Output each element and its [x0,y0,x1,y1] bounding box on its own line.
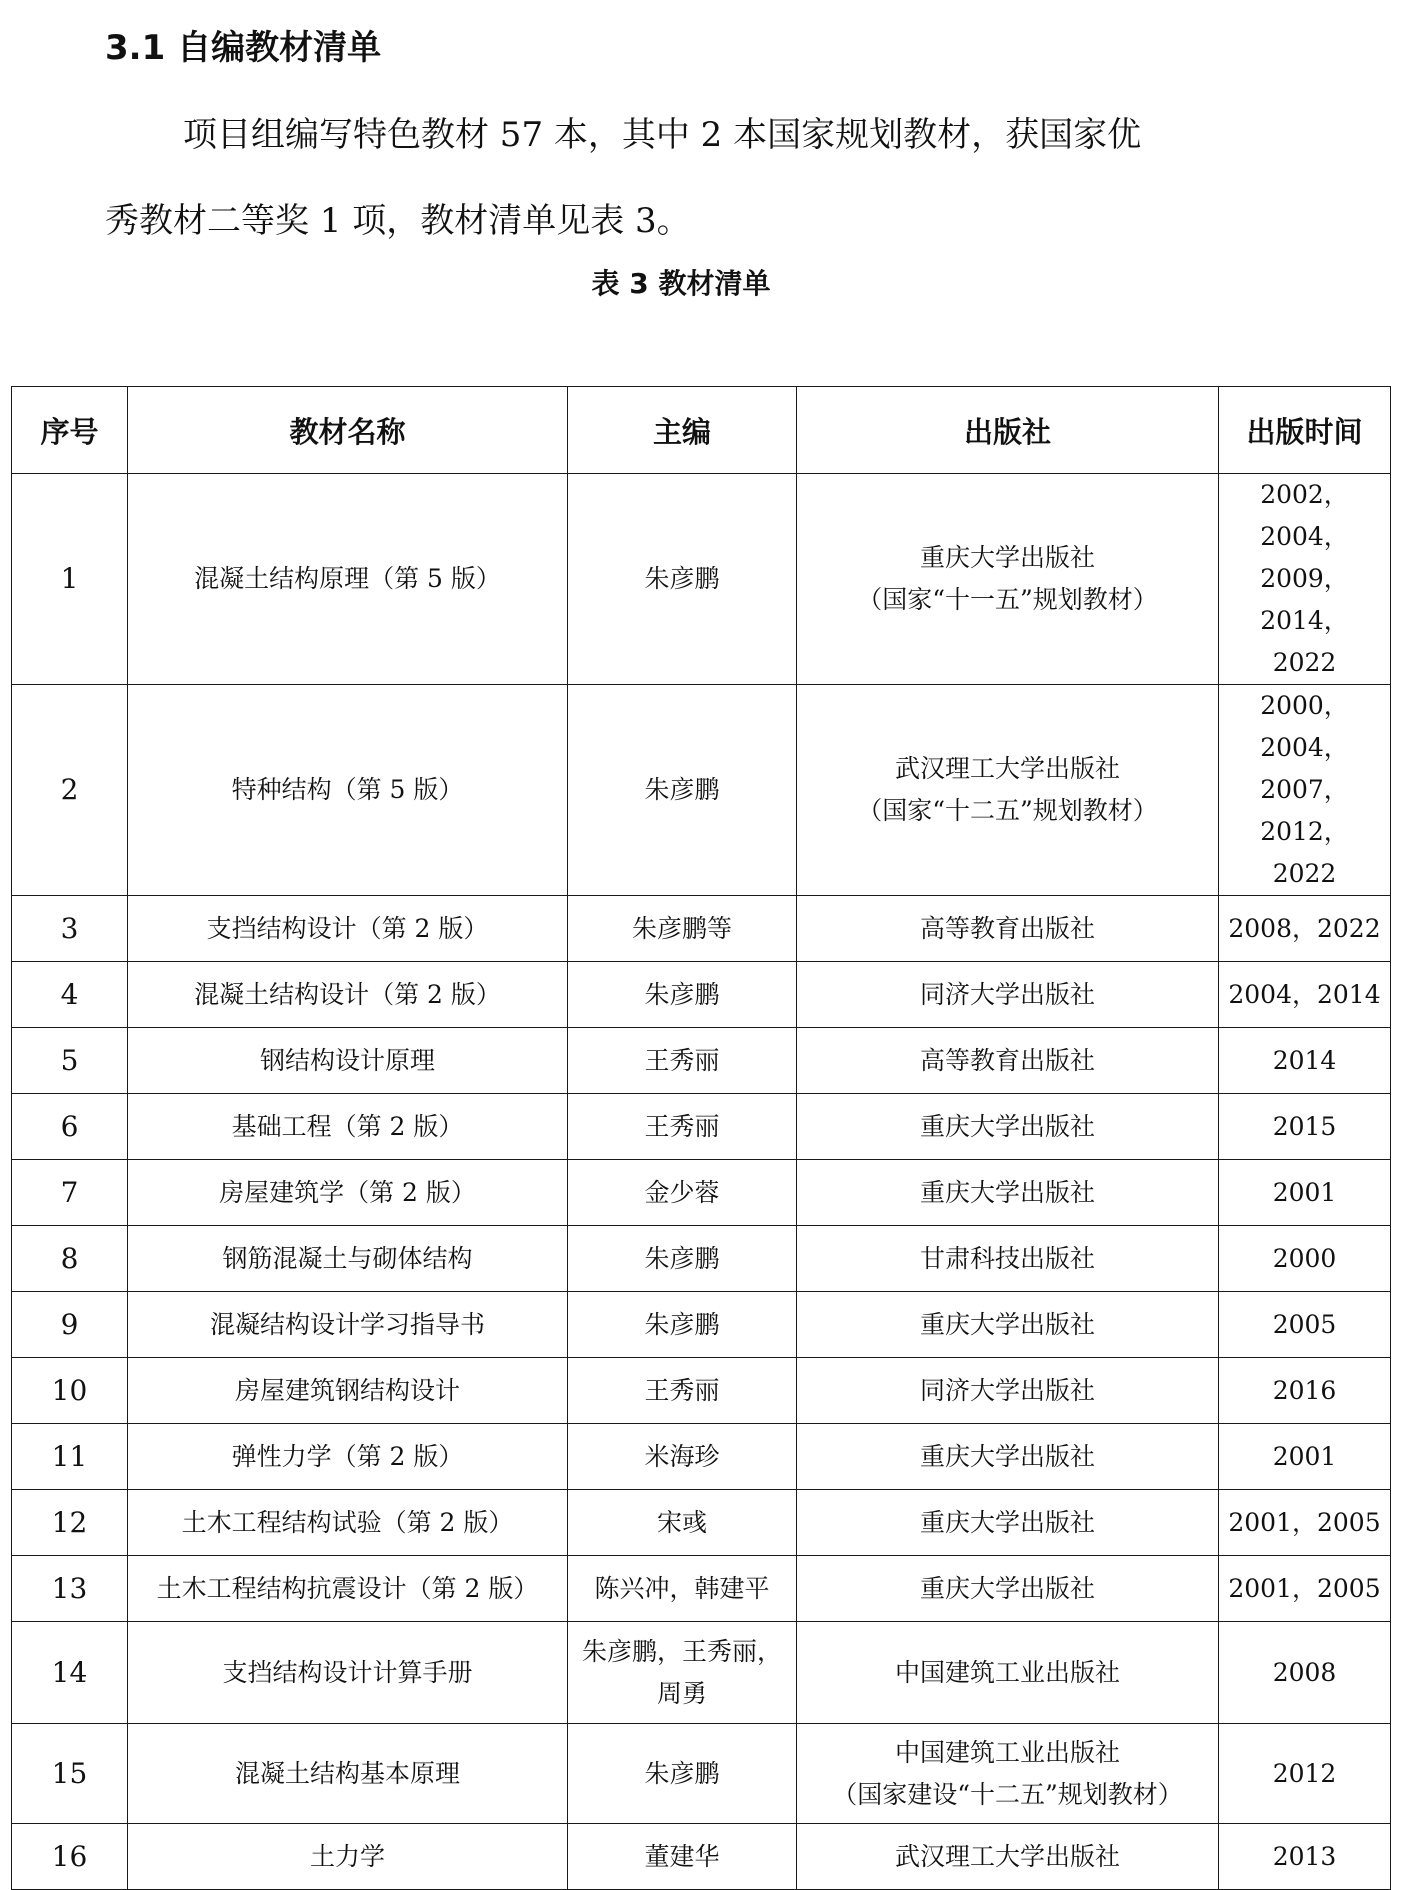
cell-serial-number: 1 [12,474,128,685]
header-publisher: 出版社 [797,387,1219,474]
cell-publication-time: 2015 [1219,1094,1391,1160]
cell-publisher: 高等教育出版社 [797,1028,1219,1094]
cell-chief-editor: 朱彦鹏 [568,1724,797,1824]
cell-serial-number: 14 [12,1622,128,1724]
cell-publisher: 重庆大学出版社 [797,1424,1219,1490]
table-row [12,685,1391,896]
cell-publication-time: 2005 [1219,1292,1391,1358]
cell-publisher: 重庆大学出版社 [797,1160,1219,1226]
cell-textbook-name: 基础工程（第 2 版） [128,1094,568,1160]
cell-publisher: 同济大学出版社 [797,962,1219,1028]
cell-textbook-name: 土力学 [128,1824,568,1890]
cell-publication-time: 2008 [1219,1622,1391,1724]
cell-publisher: 重庆大学出版社 （国家“十一五”规划教材） [797,474,1219,685]
table-row [12,1160,1391,1226]
cell-publisher: 中国建筑工业出版社 [797,1622,1219,1724]
header-serial-number: 序号 [12,387,128,474]
cell-textbook-name: 弹性力学（第 2 版） [128,1424,568,1490]
table-row [12,1622,1391,1724]
cell-chief-editor: 董建华 [568,1824,797,1890]
cell-serial-number: 4 [12,962,128,1028]
cell-publisher: 甘肃科技出版社 [797,1226,1219,1292]
cell-textbook-name: 钢筋混凝土与砌体结构 [128,1226,568,1292]
cell-serial-number: 7 [12,1160,128,1226]
cell-publisher: 武汉理工大学出版社 （国家“十二五”规划教材） [797,685,1219,896]
cell-chief-editor: 朱彦鹏等 [568,896,797,962]
table-row [12,1424,1391,1490]
cell-chief-editor: 朱彦鹏，王秀丽， 周勇 [568,1622,797,1724]
cell-chief-editor: 朱彦鹏 [568,1226,797,1292]
cell-textbook-name: 土木工程结构试验（第 2 版） [128,1490,568,1556]
header-publication-time: 出版时间 [1219,387,1391,474]
table-caption: 表 3 教材清单 [591,267,771,300]
intro-paragraph-line-2: 秀教材二等奖 1 项，教材清单见表 3。 [105,201,691,241]
cell-textbook-name: 支挡结构设计（第 2 版） [128,896,568,962]
cell-chief-editor: 王秀丽 [568,1028,797,1094]
cell-publisher: 同济大学出版社 [797,1358,1219,1424]
cell-chief-editor: 金少蓉 [568,1160,797,1226]
cell-publication-time: 2002，2004， 2009，2014， 2022 [1219,474,1391,685]
table-row [12,1358,1391,1424]
cell-chief-editor: 宋彧 [568,1490,797,1556]
cell-serial-number: 2 [12,685,128,896]
cell-serial-number: 5 [12,1028,128,1094]
intro-paragraph-line-1: 项目组编写特色教材 57 本，其中 2 本国家规划教材，获国家优 [183,115,1142,155]
cell-publication-time: 2008，2022 [1219,896,1391,962]
cell-publication-time: 2000 [1219,1226,1391,1292]
cell-publication-time: 2004，2014 [1219,962,1391,1028]
cell-textbook-name: 房屋建筑钢结构设计 [128,1358,568,1424]
table-row [12,1028,1391,1094]
cell-serial-number: 9 [12,1292,128,1358]
cell-serial-number: 8 [12,1226,128,1292]
cell-publisher: 重庆大学出版社 [797,1556,1219,1622]
table-row [12,962,1391,1028]
cell-textbook-name: 特种结构（第 5 版） [128,685,568,896]
cell-chief-editor: 朱彦鹏 [568,962,797,1028]
cell-chief-editor: 王秀丽 [568,1358,797,1424]
cell-serial-number: 15 [12,1724,128,1824]
cell-serial-number: 11 [12,1424,128,1490]
cell-publisher: 武汉理工大学出版社 [797,1824,1219,1890]
cell-chief-editor: 朱彦鹏 [568,474,797,685]
table-row [12,1094,1391,1160]
section-heading: 3.1 自编教材清单 [105,28,382,68]
cell-publication-time: 2001，2005 [1219,1556,1391,1622]
cell-chief-editor: 陈兴冲，韩建平 [568,1556,797,1622]
cell-publisher: 重庆大学出版社 [797,1490,1219,1556]
cell-textbook-name: 混凝土结构设计（第 2 版） [128,962,568,1028]
table-row [12,474,1391,685]
cell-publisher: 重庆大学出版社 [797,1094,1219,1160]
table-row [12,896,1391,962]
table-row [12,1724,1391,1824]
table-row [12,1226,1391,1292]
cell-publisher: 中国建筑工业出版社 （国家建设“十二五”规划教材） [797,1724,1219,1824]
cell-publication-time: 2013 [1219,1824,1391,1890]
cell-textbook-name: 钢结构设计原理 [128,1028,568,1094]
cell-chief-editor: 米海珍 [568,1424,797,1490]
table-row [12,1824,1391,1890]
cell-serial-number: 13 [12,1556,128,1622]
cell-textbook-name: 混凝结构设计学习指导书 [128,1292,568,1358]
cell-serial-number: 10 [12,1358,128,1424]
cell-chief-editor: 朱彦鹏 [568,685,797,896]
cell-textbook-name: 土木工程结构抗震设计（第 2 版） [128,1556,568,1622]
cell-publication-time: 2000，2004， 2007，2012， 2022 [1219,685,1391,896]
cell-chief-editor: 王秀丽 [568,1094,797,1160]
header-textbook-name: 教材名称 [128,387,568,474]
cell-serial-number: 6 [12,1094,128,1160]
cell-publication-time: 2012 [1219,1724,1391,1824]
cell-publisher: 高等教育出版社 [797,896,1219,962]
textbook-table [11,386,1391,1890]
table-row [12,1292,1391,1358]
cell-textbook-name: 混凝土结构原理（第 5 版） [128,474,568,685]
cell-publication-time: 2014 [1219,1028,1391,1094]
cell-textbook-name: 房屋建筑学（第 2 版） [128,1160,568,1226]
cell-publication-time: 2001 [1219,1424,1391,1490]
cell-textbook-name: 混凝土结构基本原理 [128,1724,568,1824]
table-header-row [12,387,1391,474]
cell-publication-time: 2016 [1219,1358,1391,1424]
cell-serial-number: 3 [12,896,128,962]
table-row [12,1490,1391,1556]
cell-serial-number: 12 [12,1490,128,1556]
header-chief-editor: 主编 [568,387,797,474]
cell-textbook-name: 支挡结构设计计算手册 [128,1622,568,1724]
cell-publisher: 重庆大学出版社 [797,1292,1219,1358]
cell-chief-editor: 朱彦鹏 [568,1292,797,1358]
cell-publication-time: 2001 [1219,1160,1391,1226]
table-row [12,1556,1391,1622]
cell-serial-number: 16 [12,1824,128,1890]
cell-publication-time: 2001，2005 [1219,1490,1391,1556]
